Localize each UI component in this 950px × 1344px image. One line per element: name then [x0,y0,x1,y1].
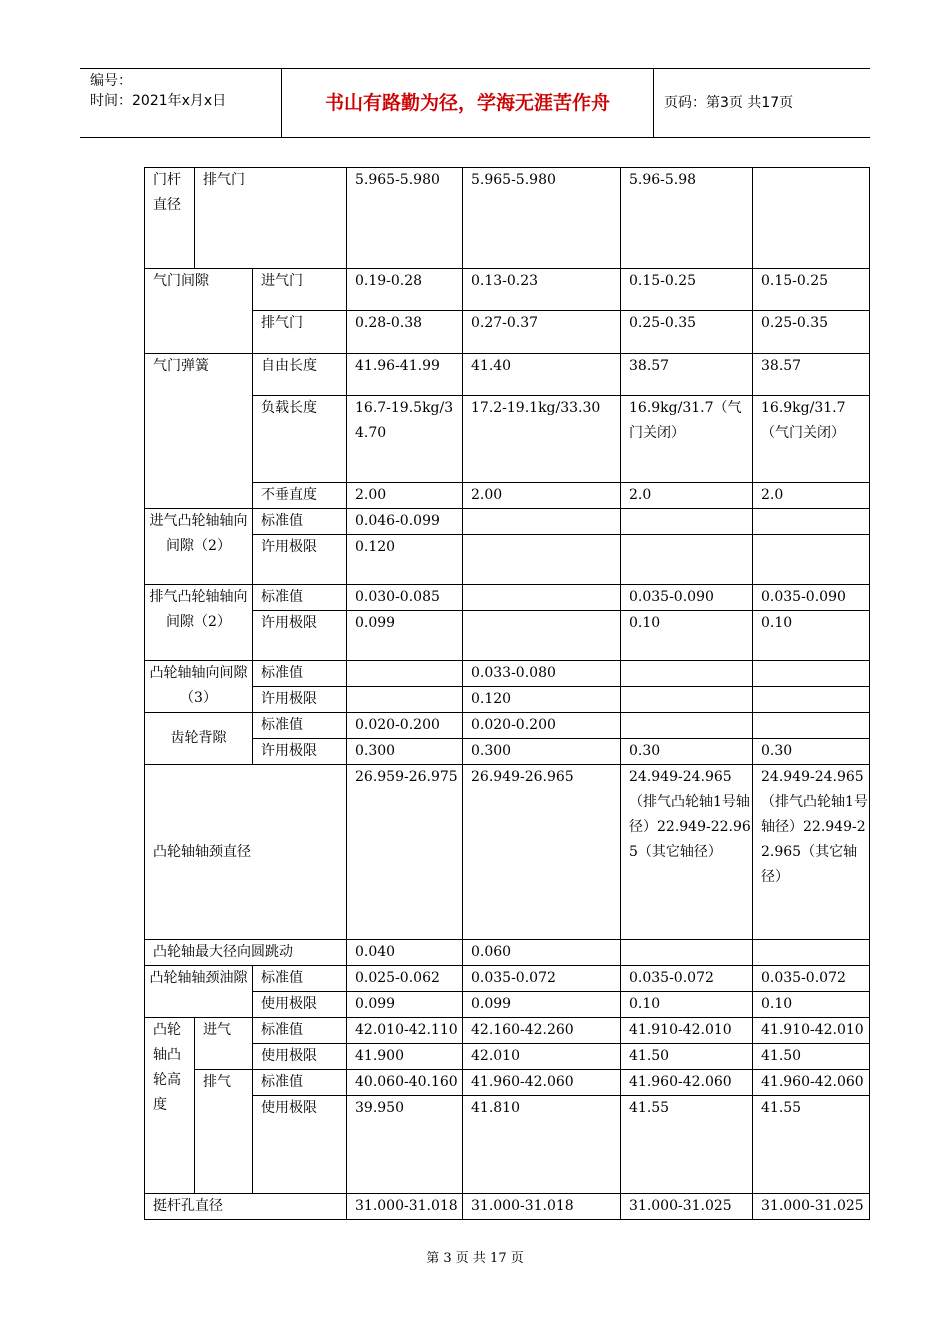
value-cell: 0.040 [347,940,463,966]
value-cell: 41.40 [463,354,621,396]
value-cell: 0.035-0.072 [621,966,753,992]
value-cell: 0.300 [463,739,621,765]
table-row [145,396,870,483]
group-label: 凸轮轴轴向间隙（3） [145,661,253,713]
value-cell [753,687,870,713]
page-footer: 第 3 页 共 17 页 [426,1251,524,1266]
value-cell: 26.959-26.975 [347,765,463,940]
value-cell: 0.10 [753,992,870,1018]
value-cell: 41.960-42.060 [463,1070,621,1096]
sub-label: 使用极限 [253,992,347,1018]
value-cell: 41.960-42.060 [621,1070,753,1096]
value-cell [753,509,870,535]
sub-label: 许用极限 [253,739,347,765]
value-cell: 38.57 [621,354,753,396]
sub-label: 许用极限 [253,687,347,713]
tier-label: 使用极限 [253,1096,347,1194]
value-cell: 16.7-19.5kg/34.70 [347,396,463,483]
value-cell: 0.099 [347,992,463,1018]
sub-label: 负载长度 [253,396,347,483]
table-row [145,269,870,311]
value-cell: 0.30 [753,739,870,765]
value-cell: 24.949-24.965（排气凸轮轴1号轴径）22.949-22.965（其它轴径） [753,765,870,940]
spec-table [144,167,870,1220]
value-cell [347,687,463,713]
group-label: 挺杆孔直径 [145,1194,347,1220]
table-row [145,168,870,269]
group-label: 凸轮轴凸轮高度 [145,1018,195,1194]
table-row [145,1096,870,1194]
sub-label: 自由长度 [253,354,347,396]
group-label: 齿轮背隙 [145,713,253,765]
value-cell [621,940,753,966]
sub-label: 标准值 [253,585,347,611]
value-cell: 41.55 [753,1096,870,1194]
value-cell [621,535,753,585]
value-cell: 0.030-0.085 [347,585,463,611]
value-cell: 41.910-42.010 [753,1018,870,1044]
value-cell: 39.950 [347,1096,463,1194]
table-row [145,1070,870,1096]
table-row [145,483,870,509]
group-label: 气门间隙 [145,269,253,354]
value-cell: 0.10 [753,611,870,661]
tier-label: 标准值 [253,1018,347,1044]
sub-label: 标准值 [253,966,347,992]
value-cell: 41.960-42.060 [753,1070,870,1096]
value-cell: 2.00 [347,483,463,509]
value-cell: 0.099 [463,992,621,1018]
group-label: 凸轮轴轴颈直径 [145,765,347,940]
table-row [145,1194,870,1220]
document-time-label: 时间：2021年x月x日 [90,93,227,109]
value-cell: 31.000-31.025 [621,1194,753,1220]
page-header [80,68,870,138]
sub-label: 许用极限 [253,535,347,585]
value-cell: 0.10 [621,992,753,1018]
value-cell: 0.035-0.090 [621,585,753,611]
value-cell: 0.25-0.35 [621,311,753,354]
value-cell: 2.0 [753,483,870,509]
value-cell: 41.810 [463,1096,621,1194]
value-cell [753,661,870,687]
value-cell: 38.57 [753,354,870,396]
value-cell [463,509,621,535]
sub-label: 不垂直度 [253,483,347,509]
header-page-info: 页码：第3页 共17页 [664,95,794,111]
value-cell: 0.035-0.072 [463,966,621,992]
value-cell [621,661,753,687]
value-cell: 41.50 [621,1044,753,1070]
value-cell: 0.046-0.099 [347,509,463,535]
value-cell: 0.025-0.062 [347,966,463,992]
group-label: 气门弹簧 [145,354,253,509]
value-cell: 31.000-31.018 [347,1194,463,1220]
value-cell: 2.00 [463,483,621,509]
value-cell: 41.50 [753,1044,870,1070]
table-row [145,1044,870,1070]
value-cell: 0.060 [463,940,621,966]
value-cell [753,535,870,585]
table-row [145,1018,870,1044]
sub-label: 进气 [195,1018,253,1070]
value-cell: 0.020-0.200 [347,713,463,739]
sub-label: 排气门 [195,168,347,269]
value-cell: 5.96-5.98 [621,168,753,269]
value-cell: 0.25-0.35 [753,311,870,354]
value-cell: 5.965-5.980 [463,168,621,269]
group-label: 门杆直径 [145,168,195,269]
value-cell [463,585,621,611]
sub-label: 排气门 [253,311,347,354]
value-cell: 0.27-0.37 [463,311,621,354]
value-cell [621,687,753,713]
value-cell: 42.010 [463,1044,621,1070]
table-row [145,940,870,966]
table-row [145,765,870,940]
value-cell: 41.910-42.010 [621,1018,753,1044]
value-cell: 41.96-41.99 [347,354,463,396]
value-cell: 0.28-0.38 [347,311,463,354]
table-row [145,611,870,661]
value-cell: 0.120 [347,535,463,585]
table-row [145,966,870,992]
table-row [145,311,870,354]
value-cell: 41.900 [347,1044,463,1070]
sub-label: 标准值 [253,713,347,739]
sub-label: 许用极限 [253,611,347,661]
table-row [145,535,870,585]
value-cell: 16.9kg/31.7（气门关闭） [621,396,753,483]
value-cell [621,713,753,739]
value-cell [753,940,870,966]
value-cell: 0.30 [621,739,753,765]
value-cell: 31.000-31.025 [753,1194,870,1220]
group-label: 凸轮轴轴颈油隙 [145,966,253,1018]
value-cell: 42.160-42.260 [463,1018,621,1044]
table-row [145,585,870,611]
value-cell: 0.120 [463,687,621,713]
table-row [145,354,870,396]
sub-label: 标准值 [253,509,347,535]
value-cell: 0.15-0.25 [753,269,870,311]
value-cell: 0.13-0.23 [463,269,621,311]
value-cell [463,611,621,661]
table-row [145,992,870,1018]
tier-label: 使用极限 [253,1044,347,1070]
value-cell: 17.2-19.1kg/33.30 [463,396,621,483]
value-cell: 0.15-0.25 [621,269,753,311]
header-meta [80,69,282,137]
value-cell [463,535,621,585]
value-cell [621,509,753,535]
value-cell [753,168,870,269]
value-cell: 5.965-5.980 [347,168,463,269]
value-cell: 26.949-26.965 [463,765,621,940]
group-label: 凸轮轴最大径向圆跳动 [145,940,347,966]
value-cell: 42.010-42.110 [347,1018,463,1044]
table-row [145,713,870,739]
value-cell: 0.300 [347,739,463,765]
value-cell [347,661,463,687]
sub-label: 进气门 [253,269,347,311]
value-cell: 2.0 [621,483,753,509]
group-label: 进气凸轮轴轴向间隙（2） [145,509,253,585]
value-cell: 0.099 [347,611,463,661]
table-row [145,509,870,535]
document-number-label: 编号： [90,73,132,89]
value-cell: 31.000-31.018 [463,1194,621,1220]
value-cell: 0.035-0.090 [753,585,870,611]
table-row [145,687,870,713]
value-cell: 0.19-0.28 [347,269,463,311]
header-motto: 书山有路勤为径，学海无涯苦作舟 [282,69,654,137]
value-cell: 0.033-0.080 [463,661,621,687]
value-cell [753,713,870,739]
value-cell: 16.9kg/31.7（气门关闭） [753,396,870,483]
sub-label: 标准值 [253,661,347,687]
table-row [145,661,870,687]
value-cell: 0.020-0.200 [463,713,621,739]
value-cell: 40.060-40.160 [347,1070,463,1096]
value-cell: 24.949-24.965（排气凸轮轴1号轴径）22.949-22.965（其它轴径） [621,765,753,940]
table-row [145,739,870,765]
tier-label: 标准值 [253,1070,347,1096]
value-cell: 41.55 [621,1096,753,1194]
sub-label: 排气 [195,1070,253,1194]
value-cell: 0.035-0.072 [753,966,870,992]
value-cell: 0.10 [621,611,753,661]
group-label: 排气凸轮轴轴向间隙（2） [145,585,253,661]
